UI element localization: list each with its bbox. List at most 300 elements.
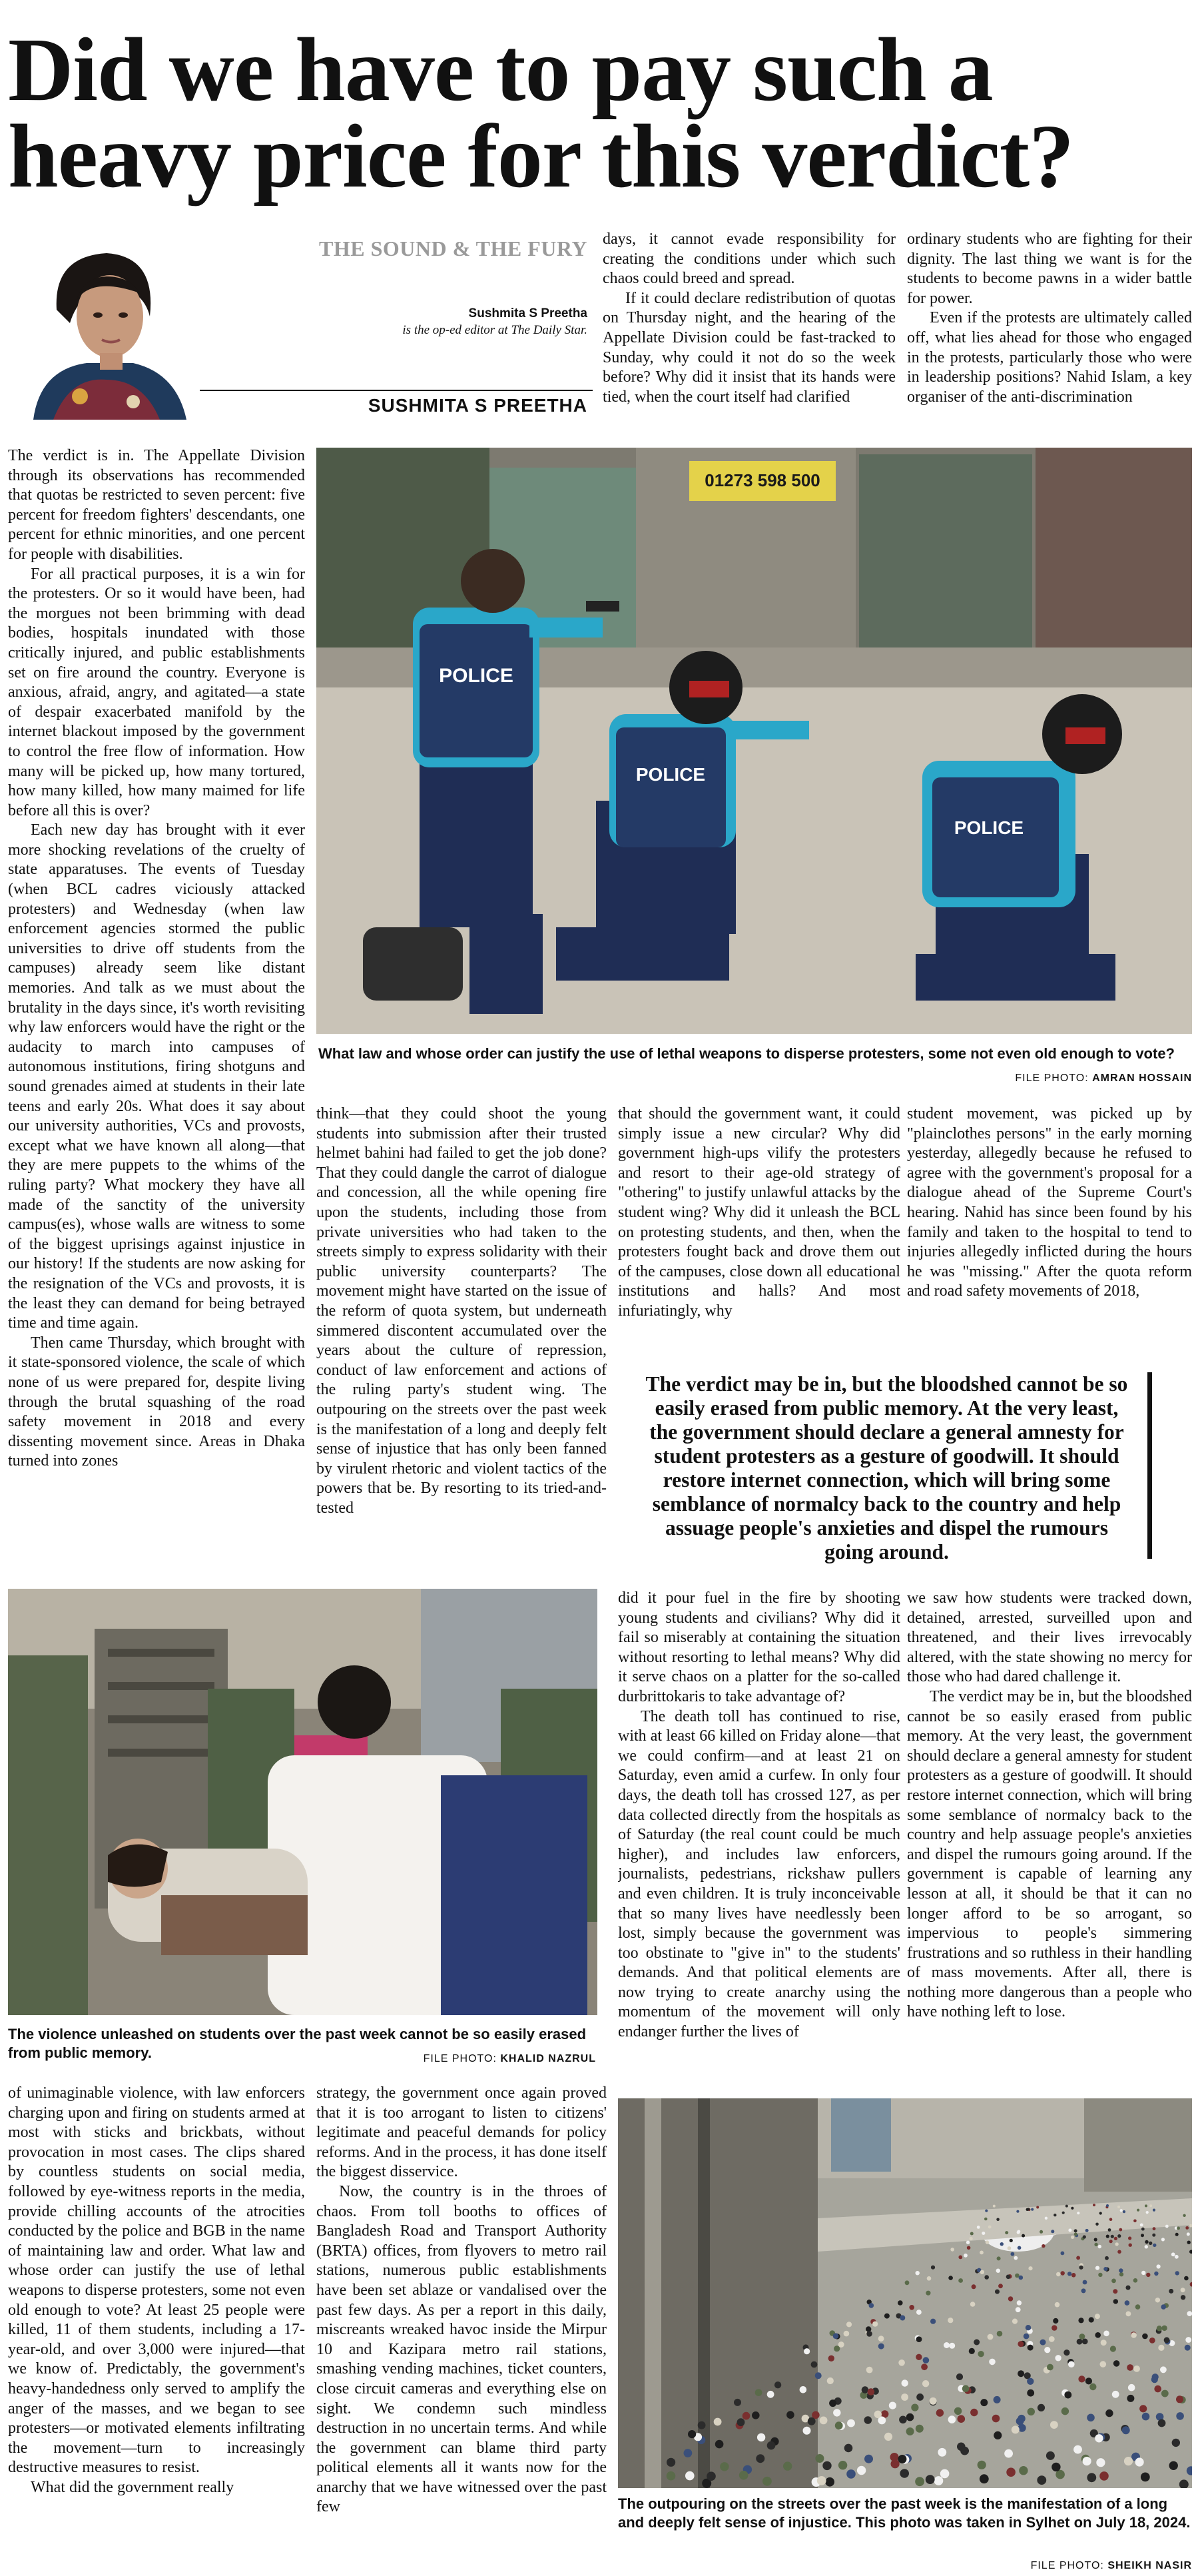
- crowd-person: [1113, 2299, 1118, 2304]
- paragraph: strategy, the government once again proved that it is too arrogant to listen to citizens' legitimate and peaceful demands for policy reforms. And in the process, it has done itself the biggest disservice.: [316, 2084, 607, 2181]
- credit-label: FILE PHOTO:: [423, 2053, 497, 2064]
- crowd-person: [1085, 2229, 1089, 2232]
- crowd-person: [1053, 2318, 1058, 2324]
- crowd-person: [866, 2367, 873, 2373]
- crowd-person: [1154, 2385, 1161, 2393]
- crowd-person: [1128, 2236, 1131, 2240]
- crowd-person: [889, 2402, 896, 2409]
- crowd-person: [1187, 2311, 1192, 2316]
- crowd-person: [846, 2322, 852, 2327]
- crowd-person: [1157, 2326, 1162, 2331]
- paragraph: ordinary students who are fighting for their dignity. The last thing we want is for the students to become pawns in a wider battle for power.: [907, 230, 1192, 307]
- crowd-person: [948, 2276, 953, 2280]
- crowd-person: [1027, 2389, 1034, 2397]
- crowd-person: [815, 2454, 824, 2463]
- crowd-person: [1113, 2360, 1120, 2367]
- crowd-person: [1126, 2286, 1131, 2290]
- crowd-person: [1017, 2231, 1020, 2234]
- crowd-person: [970, 2409, 978, 2416]
- crowd-person: [1061, 2252, 1065, 2256]
- crowd-person: [970, 2232, 974, 2236]
- crowd-person: [899, 2416, 907, 2424]
- crowd-person: [1099, 2471, 1109, 2481]
- crowd-person: [1122, 2426, 1130, 2434]
- crowd-person: [948, 2318, 953, 2323]
- crowd-person: [922, 2380, 929, 2387]
- crowd-person: [1071, 2236, 1074, 2239]
- crowd-person: [1096, 2458, 1105, 2467]
- crowd-person: [1158, 2345, 1164, 2351]
- crowd-person: [1040, 2340, 1046, 2346]
- crowd-person: [1185, 2226, 1189, 2230]
- crowd-person: [1133, 2220, 1137, 2223]
- crowd-person: [927, 2276, 932, 2281]
- crowd-person: [762, 2477, 772, 2486]
- crowd-person: [1073, 2445, 1082, 2454]
- paragraph: Even if the protests are ultimately called off, what lies ahead for those who engaged in the protests, particularly those who were in leadership positions? Nahid Islam, a key organiser of the anti-discrimination: [907, 309, 1192, 406]
- crowd-person: [1083, 2457, 1091, 2465]
- crowd-person: [1124, 2457, 1133, 2465]
- crowd-person: [1082, 2339, 1088, 2345]
- crowd-person: [978, 2351, 984, 2357]
- crowd-person: [1065, 2205, 1068, 2208]
- crowd-person: [1089, 2317, 1094, 2322]
- crowd-person: [774, 2381, 781, 2388]
- crowd-person: [906, 2427, 914, 2435]
- crowd-person: [767, 2441, 776, 2450]
- body-column-4-lower: [907, 1589, 1192, 2082]
- crowd-person: [1139, 2405, 1147, 2412]
- crowd-person: [970, 2237, 973, 2240]
- body-column-1-bottom: [8, 2084, 305, 2573]
- author-bio: is the op-ed editor at The Daily Star.: [402, 323, 587, 337]
- crowd-person: [1158, 2419, 1166, 2427]
- crowd-person: [936, 2409, 944, 2416]
- body-column-3-lower: [618, 1589, 900, 2082]
- byline: SUSHMITA S PREETHA: [368, 395, 587, 416]
- crowd-photo-credit: [866, 2560, 1192, 2572]
- crowd-person: [958, 2415, 966, 2423]
- crowd-person: [815, 2372, 822, 2379]
- crowd-person: [934, 2476, 944, 2485]
- crowd-person: [827, 2377, 834, 2384]
- crowd-person: [825, 2477, 834, 2487]
- paragraph: that should the government want, it could simply issue a new circular? Why did government high-ups vilify the protesters and resort to their age-old strategy of "othering" to justify unlawful attacks by the student wing? Why did it unleash the BCL on protesting students, and then, when the protesters fought back and drove them out of the campuses, close down all educational institutions and halls? And most infuriatingly, why: [618, 1105, 900, 1320]
- crowd-person: [884, 2433, 892, 2441]
- crowd-person: [1093, 2204, 1095, 2206]
- crowd-person: [1145, 2240, 1148, 2244]
- crowd-person: [1141, 2473, 1150, 2482]
- author-portrait-image: [7, 230, 200, 420]
- crowd-person: [1103, 2267, 1107, 2271]
- headline: [8, 20, 1190, 207]
- crowd-person: [1050, 2421, 1058, 2429]
- crowd-person: [817, 2476, 826, 2485]
- crowd-person: [1083, 2280, 1087, 2285]
- crowd-person: [1018, 2415, 1026, 2423]
- crowd-person: [1117, 2234, 1121, 2238]
- pull-quote-text: The verdict may be in, but the bloodshed cannot be so easily erased from public memory. At the very least, the government should declare a general amnesty for student protesters as a gesture of goodwill. It should restore internet connection, which will bring some semblance of normalcy back to the country and help assuage people's anxieties and dispel the rumours going around.: [645, 1372, 1128, 1563]
- crowd-person: [866, 2331, 872, 2337]
- crowd-person: [916, 2393, 924, 2401]
- crowd-person: [1062, 2212, 1065, 2214]
- crowd-person: [1184, 2276, 1189, 2281]
- crowd-person: [916, 2336, 922, 2342]
- pull-quote: [639, 1372, 1152, 1563]
- crowd-person: [820, 2417, 828, 2425]
- police-photo: [316, 448, 1192, 1034]
- crowd-person: [1099, 2212, 1102, 2214]
- crowd-person: [1040, 2230, 1043, 2234]
- crowd-person: [1119, 2268, 1123, 2272]
- crowd-person: [1154, 2272, 1158, 2276]
- crowd-person: [1083, 2235, 1086, 2238]
- crowd-person: [1016, 2210, 1019, 2213]
- crowd-person: [833, 2409, 840, 2416]
- crowd-person: [1100, 2361, 1107, 2367]
- crowd-person: [1133, 2278, 1138, 2283]
- author-name: Sushmita S Preetha: [468, 306, 587, 320]
- crowd-person: [1051, 2230, 1054, 2233]
- crowd-person: [847, 2419, 855, 2427]
- crowd-person: [969, 2348, 975, 2354]
- crowd-person: [982, 2232, 985, 2235]
- crowd-person: [1095, 2223, 1099, 2226]
- crowd-person: [1101, 2340, 1107, 2346]
- crowd-person: [822, 2461, 831, 2470]
- crowd-person: [1187, 2232, 1190, 2236]
- crowd-person: [994, 2396, 1001, 2403]
- crowd-person: [1079, 2266, 1083, 2270]
- crowd-person: [948, 2415, 956, 2423]
- crowd-person: [1105, 2256, 1109, 2260]
- crowd-person: [1161, 2326, 1167, 2331]
- crowd-person: [1152, 2234, 1155, 2237]
- crowd-person: [974, 2340, 980, 2346]
- crowd-person: [1018, 2246, 1022, 2250]
- crowd-person: [1095, 2434, 1103, 2442]
- crowd-person: [1027, 2378, 1034, 2385]
- crowd-person: [1053, 2214, 1056, 2216]
- crowd-person: [977, 2226, 980, 2229]
- crowd-person: [1153, 2244, 1156, 2247]
- crowd-person: [804, 2348, 810, 2354]
- crowd-photo-image: [618, 2098, 1192, 2488]
- crowd-person: [997, 2331, 1003, 2337]
- crowd-person: [930, 2319, 936, 2324]
- crowd-person: [737, 2418, 745, 2426]
- crowd-person: [1160, 2366, 1167, 2373]
- crowd-person: [1006, 2275, 1011, 2280]
- crowd-person: [995, 2290, 1000, 2294]
- crowd-person: [1051, 2325, 1057, 2330]
- crowd-person: [1103, 2331, 1109, 2337]
- crowd-person: [1087, 2414, 1095, 2422]
- crowd-person: [835, 2421, 843, 2429]
- crowd-person: [958, 2278, 963, 2283]
- crowd-person: [874, 2411, 882, 2418]
- crowd-person: [1078, 2375, 1085, 2382]
- injured-photo-caption: The violence unleashed on students over the past week cannot be so easily erased from public memory.: [8, 2026, 587, 2061]
- crowd-person: [1175, 2271, 1179, 2275]
- crowd-person: [967, 2246, 971, 2250]
- crowd-person: [949, 2343, 955, 2349]
- crowd-person: [1125, 2300, 1130, 2306]
- vest-label-2: POLICE: [635, 764, 706, 785]
- crowd-person: [1177, 2227, 1180, 2230]
- crowd-person: [1022, 2234, 1025, 2238]
- paragraph: What did the government really: [31, 2478, 234, 2496]
- crowd-person: [964, 2254, 968, 2258]
- crowd-person: [909, 2305, 914, 2310]
- crowd-person: [1123, 2210, 1125, 2213]
- crowd-person: [988, 2226, 992, 2229]
- crowd-person: [891, 2459, 900, 2468]
- crowd-person: [1152, 2373, 1159, 2380]
- injured-student-photo: [8, 1589, 597, 2015]
- crowd-person: [1117, 2250, 1121, 2254]
- crowd-person: [857, 2466, 866, 2475]
- crowd-person: [926, 2291, 930, 2296]
- crowd-person: [1181, 2295, 1185, 2300]
- crowd-person: [757, 2433, 765, 2441]
- crowd-person: [1004, 2449, 1013, 2458]
- crowd-person: [734, 2399, 741, 2406]
- crowd-person: [980, 2270, 984, 2274]
- crowd-person: [900, 2316, 905, 2321]
- credit-label: FILE PHOTO:: [1030, 2560, 1104, 2571]
- paragraph: days, it cannot evade responsibility for creating the conditions under which such chaos could breed and spread.: [603, 230, 896, 288]
- crowd-person: [1074, 2229, 1077, 2232]
- crowd-person: [1172, 2439, 1180, 2447]
- crowd-person: [1028, 2408, 1035, 2415]
- crowd-person: [833, 2333, 839, 2339]
- crowd-person: [998, 2284, 1003, 2288]
- crowd-person: [916, 2271, 920, 2275]
- police-photo-image: [316, 448, 1192, 1034]
- crowd-person: [1081, 2288, 1086, 2293]
- crowd-person: [878, 2336, 884, 2342]
- crowd-person: [1000, 2242, 1004, 2246]
- crowd-person: [1175, 2233, 1179, 2236]
- crowd-person: [1142, 2413, 1150, 2421]
- crowd-person: [1026, 2208, 1029, 2211]
- crowd-person: [698, 2421, 706, 2429]
- crowd-person: [1018, 2341, 1024, 2347]
- crowd-person: [1071, 2273, 1076, 2278]
- crowd-person: [926, 2475, 935, 2484]
- crowd-person: [1008, 2296, 1013, 2301]
- crowd-person: [1187, 2241, 1191, 2244]
- crowd-person: [993, 2205, 996, 2208]
- crowd-person: [1087, 2473, 1096, 2482]
- crowd-person: [1036, 2206, 1039, 2209]
- crowd-person: [864, 2416, 872, 2424]
- crowd-person: [752, 2411, 760, 2419]
- crowd-person: [1045, 2217, 1048, 2220]
- crowd-person: [844, 2331, 850, 2337]
- crowd-person: [808, 2417, 816, 2425]
- vest-label-3: POLICE: [954, 817, 1024, 838]
- crowd-person: [1149, 2204, 1152, 2207]
- crowd-person: [1142, 2334, 1148, 2340]
- crowd-person: [962, 2385, 970, 2392]
- shop-sign-number: 01273 598 500: [705, 470, 820, 490]
- crowd-person: [786, 2411, 794, 2419]
- crowd-person: [800, 2386, 807, 2393]
- crowd-person: [916, 2425, 924, 2433]
- crowd-person: [1145, 2204, 1147, 2207]
- crowd-person: [1135, 2457, 1144, 2466]
- crowd-person: [1047, 2364, 1053, 2371]
- crowd-person: [1098, 2273, 1102, 2277]
- crowd-person: [916, 2354, 922, 2360]
- crowd-person: [1061, 2271, 1065, 2275]
- crowd-person: [1055, 2302, 1060, 2308]
- crowd-person: [684, 2449, 693, 2457]
- crowd-person: [1157, 2264, 1161, 2268]
- crowd-person: [1079, 2334, 1085, 2340]
- crowd-person: [715, 2440, 724, 2449]
- crowd-person: [1137, 2209, 1139, 2212]
- paragraph: student movement, was picked up by "plainclothes persons" in the early morning yesterday, allegedly because he refused to agree with the government's proposal for a dialogue ahead of the Supreme Court's hearing. Nahid has since been found by his family and taken to the hospital to tend to injuries allegedly inflicted during the hours he was "missing." After the quota reform and road safety movements of 2018,: [907, 1105, 1192, 1300]
- crowd-person: [1183, 2214, 1185, 2217]
- crowd-person: [1141, 2271, 1145, 2275]
- crowd-person: [869, 2303, 874, 2308]
- crowd-person: [872, 2322, 878, 2327]
- crowd-person: [1145, 2245, 1148, 2248]
- crowd-person: [743, 2412, 750, 2420]
- crowd-person: [1161, 2304, 1166, 2310]
- paragraph: Then came Thursday, which brought with it state-sponsored violence, the scale of which none of us were prepared for, despite living through the brutal squashing of the road safety movement in 2018 and every dissenting movement since. Areas in Dhaka turned into zones: [8, 1334, 305, 1470]
- crowd-person: [984, 2218, 988, 2221]
- crowd-person: [905, 2280, 910, 2285]
- crowd-person: [1012, 2319, 1018, 2324]
- crowd-person: [988, 2334, 994, 2340]
- crowd-person: [1077, 2212, 1079, 2214]
- crowd-person: [930, 2397, 937, 2405]
- credit-name: SHEIKH NASIR: [1107, 2560, 1192, 2571]
- crowd-person: [1127, 2364, 1133, 2371]
- crowd-person: [1068, 2361, 1075, 2367]
- author-photo: [7, 230, 200, 420]
- crowd-person: [1119, 2228, 1122, 2232]
- crowd-person: [989, 2359, 996, 2365]
- crowd-person: [1106, 2204, 1109, 2207]
- crowd-person: [1095, 2332, 1101, 2338]
- crowd-person: [901, 2393, 908, 2401]
- crowd-person: [1074, 2233, 1077, 2236]
- crowd-person: [1038, 2404, 1045, 2411]
- crowd-person: [1064, 2391, 1071, 2399]
- crowd-person: [1164, 2337, 1170, 2343]
- crowd-person: [1076, 2256, 1080, 2260]
- crowd-person: [1026, 2325, 1031, 2330]
- crowd-person: [921, 2363, 928, 2370]
- injured-student-photo-image: [8, 1589, 597, 2015]
- paragraph: The verdict is in. The Appellate Division through its observations has recommended that quotas be restricted to seven percent: five percent for freedom fighters' descendants, one percent for ethnic minorities, and one percent for people with disabilities.: [8, 447, 305, 563]
- crowd-person: [898, 2455, 906, 2463]
- crowd-person: [868, 2388, 875, 2395]
- crowd-person: [1176, 2395, 1183, 2403]
- police-photo-credit: [866, 1073, 1192, 1084]
- crowd-person: [1161, 2390, 1169, 2397]
- crowd-person: [1063, 2350, 1069, 2356]
- crowd-person: [898, 2360, 905, 2366]
- crowd-person: [1014, 2256, 1018, 2260]
- crowd-person: [966, 2241, 970, 2244]
- crowd-person: [994, 2431, 1002, 2439]
- crowd-person: [1141, 2234, 1144, 2237]
- crowd-person: [1135, 2304, 1141, 2310]
- crowd-person: [1108, 2228, 1111, 2232]
- credit-label: FILE PHOTO:: [1015, 1073, 1089, 1084]
- crowd-person: [916, 2310, 922, 2315]
- crowd-person: [1111, 2279, 1116, 2284]
- crowd-person: [992, 2415, 1000, 2423]
- injured-photo-credit: [266, 2053, 596, 2065]
- crowd-person: [1146, 2273, 1150, 2277]
- crowd-person: [1114, 2237, 1117, 2240]
- crowd-person: [931, 2266, 935, 2270]
- crowd-person: [1051, 2463, 1060, 2471]
- crowd-person: [1115, 2242, 1118, 2246]
- crowd-person: [980, 2399, 988, 2406]
- crowd-person: [1028, 2345, 1034, 2351]
- crowd-person: [1094, 2243, 1097, 2246]
- crowd-person: [1095, 2314, 1100, 2319]
- crowd-person: [1089, 2383, 1096, 2390]
- body-column-1-upper: [8, 446, 305, 1579]
- crowd-person: [707, 2471, 716, 2481]
- crowd-person: [1120, 2209, 1123, 2212]
- crowd-person: [1105, 2409, 1113, 2417]
- paragraph: think—that they could shoot the young students into submission after their trusted helmet bahini had failed to get the job done? That they could dangle the carrot of dialogue and concession, all the while opening fire upon the students, including those from private universities who had taken to the streets simply to express solidarity with their public university counterparts? The movement might have started on the issue of the reform of quota system, but underneath simmered discontent accumulated over the years about the culture of repression, conduct of law enforcement and actions of the ruling party's student wing. The outpouring on the streets over the past week is the manifestation of a long and deeply felt sense of injustice that has only been fanned by virulent rhetoric and violent tactics of the powers that be. By resorting to its tried-and-tested: [316, 1105, 607, 1517]
- crowd-person: [944, 2342, 950, 2348]
- crowd-person: [1111, 2235, 1114, 2238]
- crowd-person: [1165, 2225, 1169, 2228]
- crowd-person: [1133, 2365, 1140, 2372]
- author-block: [200, 230, 593, 420]
- crowd-person: [1044, 2347, 1050, 2353]
- crowd-person: [1018, 2370, 1024, 2377]
- crowd-person: [1181, 2288, 1185, 2292]
- crowd-person: [1126, 2312, 1131, 2317]
- headline-line-1: Did we have to pay such a: [8, 20, 993, 120]
- body-column-2-middle: [316, 1104, 607, 1571]
- body-column-2-top: [603, 230, 896, 426]
- crowd-person: [911, 2404, 918, 2411]
- crowd-person: [1010, 2239, 1013, 2242]
- credit-name: AMRAN HOSSAIN: [1092, 1073, 1192, 1084]
- crowd-person: [667, 2458, 675, 2467]
- crowd-person: [1085, 2377, 1092, 2384]
- crowd-person: [1128, 2384, 1135, 2391]
- crowd-person: [1019, 2466, 1028, 2475]
- body-column-4-middle: [907, 1104, 1192, 1358]
- crowd-person: [755, 2389, 762, 2396]
- crowd-person: [1119, 2272, 1123, 2276]
- crowd-person: [1067, 2272, 1071, 2276]
- crowd-person: [828, 2356, 834, 2361]
- crowd-photo-caption: The outpouring on the streets over the past week is the manifestation of a long and deeply felt sense of injustice. This photo was taken in Sylhet on July 18, 2024.: [618, 2495, 1191, 2531]
- paragraph: we saw how students were tracked down, detained, arrested, surveilled upon and threatened, and their lives irrevocably altered, with the state showing no mercy for those who had dared challenge it.: [907, 1589, 1192, 1686]
- crowd-person: [978, 2461, 986, 2469]
- paragraph: For all practical purposes, it is a win for the protesters. Or so it would have been, had the morgues not been brimming with dead bodies, hospitals inundated with those critically injured, and public establishments set on fire around the country. Everyone is anxious, afraid, angry, and agitated—a state of despair exacerbated manifold by the internet blackout imposed by the government to control the free flow of information. How many will be picked up, how many tortured, how many killed, how many maimed for life before all this is over?: [8, 565, 305, 819]
- crowd-person: [720, 2462, 729, 2471]
- crowd-person: [864, 2455, 873, 2463]
- crowd-person: [1094, 2238, 1097, 2241]
